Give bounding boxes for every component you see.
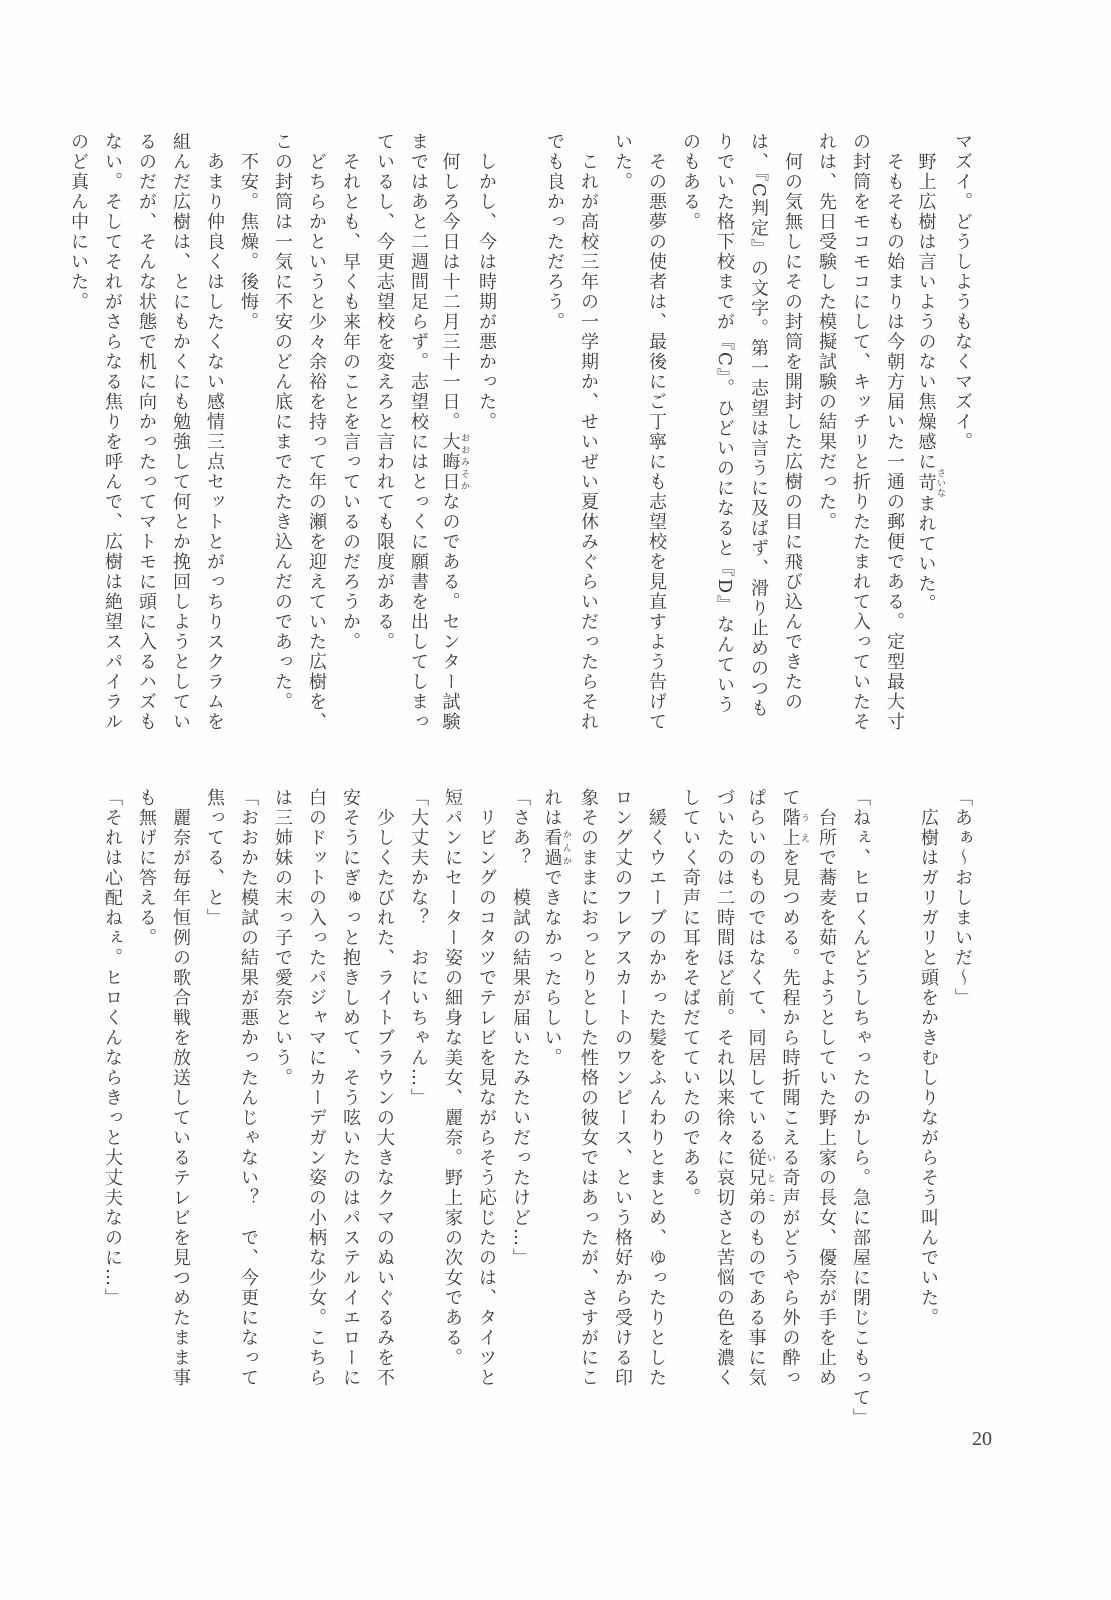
- text-run: 白のドットの入ったパジャマにカーデガン姿の小柄な少女。こちら: [306, 788, 327, 1388]
- text-column: [605, 132, 639, 772]
- text-column: [197, 132, 231, 772]
- text-run: 少しくたびれた、ライトブラウンの大きなクマのぬいぐるみを不: [374, 788, 395, 1388]
- text-column: [911, 788, 945, 1428]
- text-column: [537, 132, 571, 772]
- text-run: ぱらいのものではなくて、同居している: [745, 788, 767, 1148]
- text-column: [163, 132, 197, 772]
- text-column: [367, 788, 401, 1428]
- text-column: [469, 132, 503, 772]
- text-column: [945, 132, 979, 772]
- text-column: [435, 788, 469, 1428]
- text-run: リビングのコタツでテレビを見ながらそう応じたのは、タイツと: [476, 788, 497, 1388]
- text-run: りでいた格下校までが『C』。ひどいのになると『D』なんていう: [714, 132, 735, 716]
- ruby-reading: さいな: [935, 468, 945, 498]
- ruby-reading: うえ: [799, 808, 809, 848]
- ruby-reading: かんか: [561, 828, 571, 868]
- text-run: 野上広樹は言いようのない焦燥感に: [915, 132, 937, 472]
- text-column: [95, 788, 129, 1428]
- text-run: 短パンにセーター姿の細身な美女、麗奈。野上家の次女である。: [442, 788, 463, 1368]
- ruby-base: 階上: [779, 808, 801, 848]
- ruby-annotation: [779, 808, 809, 848]
- text-run: この封筒は一気に不安のどん底にまでたたき込んだのであった。: [272, 132, 293, 712]
- text-run: のど真ん中にいた。: [68, 132, 89, 312]
- text-run: していく奇声に耳をそばだてていたのである。: [680, 788, 701, 1208]
- text-run: れは、先日受験した模擬試験の結果だった。: [816, 132, 837, 532]
- text-run: まではあと二週間足らず。志望校にはとっくに願書を出してしまっ: [408, 132, 429, 732]
- blank-column: [877, 788, 911, 1428]
- text-column: [163, 788, 197, 1428]
- text-column: [435, 132, 469, 772]
- text-run: 「さあ？ 模試の結果が届いたみたいだったけど…」: [510, 788, 531, 1268]
- text-run: あまり仲良くはしたくない感情三点セットとがっちりスクラムを: [204, 132, 225, 732]
- text-column: [945, 788, 979, 1428]
- text-run: 焦ってる、と」: [204, 788, 225, 928]
- text-column: [537, 788, 571, 1428]
- text-run: 不安。焦燥。後悔。: [238, 132, 259, 332]
- text-column: [843, 788, 877, 1428]
- text-column: [333, 788, 367, 1428]
- text-column: [265, 132, 299, 772]
- text-column: [775, 132, 809, 772]
- text-column: [673, 132, 707, 772]
- text-run: は、『C判定』の文字。第一志望は言うに及ばず、滑り止めのつも: [748, 132, 769, 719]
- text-column: [95, 132, 129, 772]
- text-column: [809, 788, 843, 1428]
- ruby-annotation: [745, 1148, 775, 1208]
- text-column: [639, 132, 673, 772]
- text-run: いた。: [612, 132, 633, 192]
- text-column: [129, 788, 163, 1428]
- text-column: [707, 132, 741, 772]
- text-column: [571, 132, 605, 772]
- text-run: そもそもの始まりは今朝方届いた一通の郵便である。定型最大寸: [884, 132, 905, 732]
- text-run: 「それは心配ねぇ。ヒロくんならきっと大丈夫なのに…」: [102, 788, 123, 1308]
- text-run: 「あぁ〜おしまいだ〜」: [952, 788, 973, 1008]
- text-run: の封筒をモコモコにして、キッチリと折りたたまれて入っていたそ: [850, 132, 871, 732]
- ruby-annotation: [915, 468, 945, 498]
- ruby-reading: いとこ: [765, 1148, 775, 1208]
- text-run: しかし、今は時期が悪かった。: [476, 132, 497, 432]
- text-run: 安そうにぎゅっと抱きしめて、そう呟いたのはパステルイエローに: [340, 788, 361, 1388]
- text-run: て: [779, 788, 801, 808]
- ruby-base: 従兄弟: [745, 1148, 767, 1208]
- text-run: のもある。: [680, 132, 701, 232]
- ruby-annotation: [541, 828, 571, 868]
- text-column: [639, 788, 673, 1428]
- ruby-base: 看過: [541, 828, 563, 868]
- text-run: を見つめる。先程から時折聞こえる奇声がどうやら外の酔っ: [779, 848, 801, 1388]
- text-run: その悪夢の使者は、最後にご丁寧にも志望校を見直すよう告げて: [646, 132, 667, 732]
- text-run: 台所で蕎麦を茹でようとしていた野上家の長女、優奈が手を止め: [816, 788, 837, 1388]
- text-run: それとも、早くも来年のことを言っているのだろうか。: [340, 132, 361, 652]
- text-run: は三姉妹の末っ子で愛奈という。: [272, 788, 293, 1088]
- text-column: [741, 788, 775, 1428]
- text-run: 「ねぇ、ヒロくんどうしちゃったのかしら。急に部屋に閉じこもって」: [850, 788, 871, 1428]
- text-column: [911, 132, 945, 772]
- text-column: [231, 132, 265, 772]
- text-run: 象そのままにおっとりとした性格の彼女ではあったが、さすがにこ: [578, 788, 599, 1388]
- upper-text-block: [0, 132, 1111, 772]
- text-run: どちらかというと少々余裕を持って年の瀬を迎えていた広樹を、: [306, 132, 327, 732]
- ruby-reading: おおみそか: [459, 432, 469, 492]
- ruby-base: 大晦日: [439, 432, 461, 492]
- text-column: [469, 788, 503, 1428]
- lower-text-block: [0, 788, 1111, 1428]
- text-column: [231, 788, 265, 1428]
- text-run: 「大丈夫かな？ おにいちゃん…」: [408, 788, 429, 1108]
- text-column: [61, 132, 95, 772]
- text-column: [809, 132, 843, 772]
- text-column: [775, 788, 809, 1428]
- text-run: でも良かっただろう。: [544, 132, 565, 332]
- text-column: [673, 788, 707, 1428]
- text-column: [605, 788, 639, 1428]
- text-run: れは: [541, 788, 563, 828]
- text-column: [129, 132, 163, 772]
- text-column: [571, 788, 605, 1428]
- text-run: まれていた。: [915, 494, 937, 614]
- text-run: これが高校三年の一学期か、せいぜい夏休みぐらいだったらそれ: [578, 132, 599, 732]
- text-column: [741, 132, 775, 772]
- text-column: [265, 788, 299, 1428]
- text-column: [401, 132, 435, 772]
- text-column: [503, 788, 537, 1428]
- text-column: [401, 788, 435, 1428]
- page-number: 20: [972, 1428, 992, 1450]
- text-run: ロング丈のフレアスカートのワンピース、という格好から受ける印: [612, 788, 633, 1388]
- text-run: るのだが、そんな状態で机に向かったってマトモに頭に入るハズも: [136, 132, 157, 732]
- text-run: ているし、今更志望校を変えろと言われても限度がある。: [374, 132, 395, 652]
- text-run: 何の気無しにその封筒を開封した広樹の目に飛び込んできたの: [782, 132, 803, 712]
- text-column: [877, 132, 911, 772]
- text-run: のものである事に気: [745, 1208, 767, 1388]
- text-column: [197, 788, 231, 1428]
- text-run: 広樹はガリガリと頭をかきむしりながらそう叫んでいた。: [918, 788, 939, 1328]
- text-run: 組んだ広樹は、とにもかくにも勉強して何とか挽回しようとしてい: [170, 132, 191, 732]
- text-column: [707, 788, 741, 1428]
- text-run: ない。そしてそれがさらなる焦りを呼んで、広樹は絶望スパイラル: [102, 132, 123, 732]
- blank-column: [503, 132, 537, 772]
- text-run: も無げに答える。: [136, 788, 157, 948]
- text-run: なのである。センター試験: [439, 492, 461, 732]
- text-run: 麗奈が毎年恒例の歌合戦を放送しているテレビを見つめたまま事: [170, 788, 191, 1388]
- text-column: [299, 132, 333, 772]
- text-column: [299, 788, 333, 1428]
- ruby-annotation: [439, 432, 469, 492]
- text-column: [333, 132, 367, 772]
- text-run: できなかったらしい。: [541, 868, 563, 1068]
- text-run: づいたのは二時間ほど前。それ以来徐々に哀切さと苦悩の色を濃く: [714, 788, 735, 1388]
- text-run: 何しろ今日は十二月三十一日。: [439, 132, 461, 432]
- text-run: マズイ。どうしようもなくマズイ。: [952, 132, 973, 452]
- text-column: [367, 132, 401, 772]
- text-column: [843, 132, 877, 772]
- ruby-base: 苛: [915, 468, 937, 498]
- text-run: 「おおかた模試の結果が悪かったんじゃない？ で、今更になって: [238, 788, 259, 1388]
- text-run: 緩くウエーブのかかった髪をふんわりとまとめ、ゆったりとした: [646, 788, 667, 1388]
